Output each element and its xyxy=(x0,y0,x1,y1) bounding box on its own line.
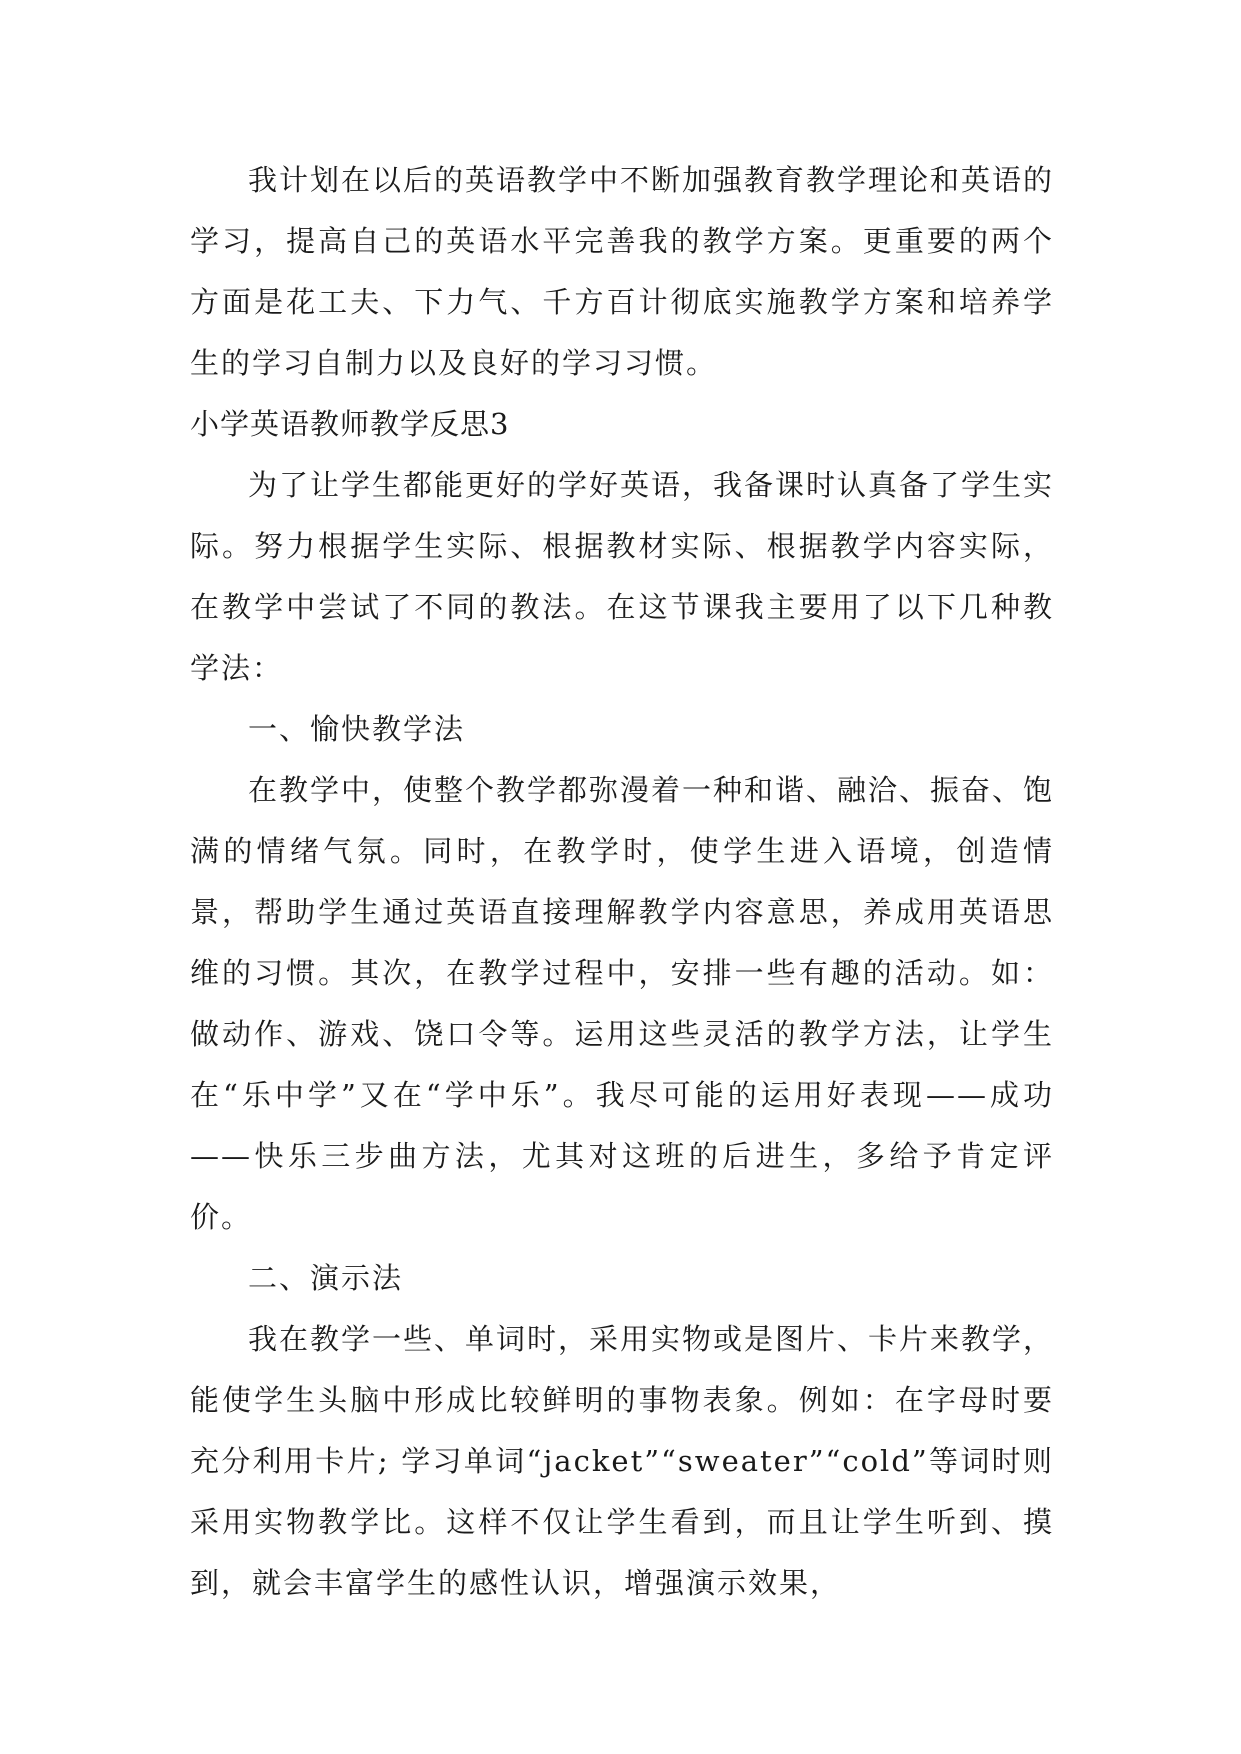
subheading-happy-teaching: 一、愉快教学法 xyxy=(248,712,466,746)
section-heading: 小学英语教师教学反思3 xyxy=(190,407,510,441)
subheading-demonstration: 二、演示法 xyxy=(248,1261,404,1295)
document-page xyxy=(190,150,1054,1614)
paragraph-happy-teaching: 在教学中，使整个教学都弥漫着一种和谐、融洽、振奋、饱满的情绪气氛。同时，在教学时，使学生进入语境，创造情景，帮助学生通过英语直接理解教学内容意思，养成用英语思维的习惯。其次，在教学过程中，安排一些有趣的活动。如：做动作、游戏、饶口令等。运用这些灵活的教学方法，让学生在“乐中学”又在“学中乐”。我尽可能的运用好表现——成功——快乐三步曲方法，尤其对这班的后进生，多给予肯定评价。 xyxy=(190,773,1055,1234)
paragraph-intro: 为了让学生都能更好的学好英语，我备课时认真备了学生实际。努力根据学生实际、根据教材实际、根据教学内容实际，在教学中尝试了不同的教法。在这节课我主要用了以下几种教学法： xyxy=(190,468,1055,685)
paragraph-plan: 我计划在以后的英语教学中不断加强教育教学理论和英语的学习，提高自己的英语水平完善我的教学方案。更重要的两个方面是花工夫、下力气、千方百计彻底实施教学方案和培养学生的学习自制力以及良好的学习习惯。 xyxy=(190,163,1055,380)
paragraph-demonstration: 我在教学一些、单词时，采用实物或是图片、卡片来教学，能使学生头脑中形成比较鲜明的事物表象。例如：在字母时要充分利用卡片; 学习单词“jacket”“sweater”“cold”等词时则采用实物教学比。这样不仅让学生看到，而且让学生听到、摸到，就会丰富学生的感性认识，增强演示效果， xyxy=(190,1322,1055,1600)
